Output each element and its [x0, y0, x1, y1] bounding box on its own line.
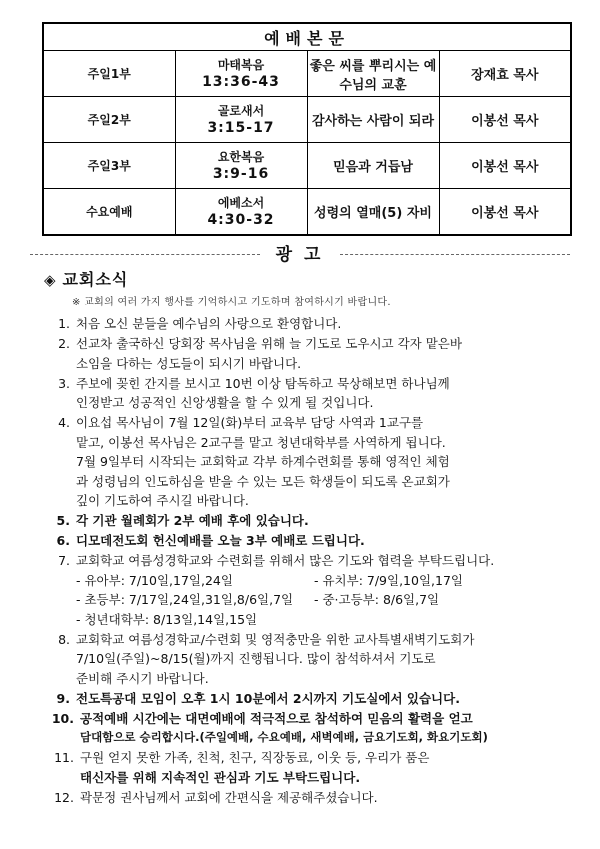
preacher: 이봉선 목사	[439, 143, 571, 189]
item-number: 1.	[58, 316, 70, 331]
item-line: 곽문정 권사님께서 교회에 간편식을 제공해주셨습니다.	[80, 789, 378, 805]
sermon-title: 믿음과 거듭남	[307, 143, 439, 189]
section-note: ※ 교회의 여러 가지 행사를 기억하시고 기도하며 참여하시기 바랍니다.	[72, 297, 391, 308]
scripture-book: 에베소서	[217, 195, 265, 210]
item-line: 교회학교 여름성경학교와 수련회를 위해서 많은 기도와 협력을 부탁드립니다.	[76, 553, 495, 568]
scripture-ref: 4:30-32	[207, 211, 275, 228]
item-line: 이요섭 목사님이 7월 12일(화)부터 교육부 담당 사역과 1교구를	[76, 415, 424, 430]
scripture-ref: 3:9-16	[212, 165, 270, 182]
item-line: 구원 얻지 못한 가족, 친척, 친구, 직장동료, 이웃 등, 우리가 품은	[80, 750, 430, 765]
announcement-item	[48, 748, 578, 787]
announcement-list	[48, 314, 578, 808]
sermon-table-header: 예배본문	[43, 23, 571, 51]
announcement-item	[48, 551, 578, 629]
item-line: 맡고, 이봉선 목사님은 2교구를 맡고 청년대학부를 사역하게 됩니다.	[76, 434, 446, 450]
item-line: 7/10일(주일)~8/15(월)까지 진행됩니다. 많이 참석하셔서 기도로	[76, 651, 436, 666]
preacher: 이봉선 목사	[439, 97, 571, 143]
announcements-heading	[30, 240, 570, 266]
announcements-title: 광고	[275, 245, 333, 265]
section-title-text: 교회소식	[62, 270, 129, 289]
diamond-bullet-icon: ◈	[44, 271, 57, 289]
item-line: 처음 오신 분들을 예수님의 사랑으로 환영합니다.	[76, 316, 342, 331]
sermon-table	[42, 22, 572, 236]
preacher: 이봉선 목사	[439, 189, 571, 236]
item-number: 4.	[58, 415, 70, 430]
item-number: 3.	[58, 375, 70, 391]
item-line: 각 기관 월례회가 2부 예배 후에 있습니다.	[76, 513, 309, 528]
sermon-row	[43, 143, 571, 189]
announcement-item	[48, 788, 578, 808]
schedule-entry: - 유치부: 7/9일,10일,17일	[314, 572, 463, 588]
item-line: 공적예배 시간에는 대면예배에 적극적으로 참석하여 믿음의 활력을 얻고	[80, 710, 473, 726]
announcement-item	[48, 413, 578, 511]
scripture-book: 요한복음	[217, 149, 265, 164]
schedule-row	[76, 590, 578, 610]
sermon-title: 감사하는 사람이 되라	[307, 97, 439, 143]
scripture	[175, 51, 307, 97]
item-number: 8.	[58, 631, 70, 647]
service-name: 주일2부	[43, 97, 175, 143]
schedule-entry: - 청년대학부: 8/13일,14일,15일	[76, 611, 258, 627]
dashed-divider	[340, 254, 570, 255]
sermon-row	[43, 97, 571, 143]
item-number: 9.	[56, 690, 70, 706]
item-number: 6.	[56, 533, 70, 548]
scripture-book: 골로새서	[217, 103, 265, 118]
scripture-book: 마태복음	[217, 57, 265, 72]
announcement-item	[48, 334, 578, 373]
schedule-entry: - 초등부: 7/17일,24일,31일,8/6일,7일	[76, 592, 294, 607]
preacher: 장재효 목사	[439, 51, 571, 97]
schedule-row	[76, 571, 578, 591]
item-line: 준비해 주시기 바랍니다.	[76, 670, 209, 686]
item-number: 2.	[58, 336, 70, 351]
item-line: 7월 9일부터 시작되는 교회학교 각부 하계수련회를 통해 영적인 체험	[76, 454, 450, 469]
scripture-ref: 13:36-43	[202, 73, 280, 90]
item-number: 7.	[58, 553, 70, 568]
announcement-item	[48, 531, 578, 551]
item-line: 인정받고 성공적인 신앙생활을 할 수 있게 될 것입니다.	[76, 395, 374, 410]
service-name: 주일1부	[43, 51, 175, 97]
scripture	[175, 143, 307, 189]
sermon-title: 좋은 씨를 뿌리시는 예수님의 교훈	[307, 51, 439, 97]
item-line: 디모데전도회 헌신예배를 오늘 3부 예배로 드립니다.	[76, 533, 365, 548]
announcement-item	[48, 511, 578, 531]
item-number: 12.	[54, 789, 74, 805]
scripture	[175, 97, 307, 143]
item-number: 11.	[54, 750, 74, 765]
item-line: 태신자를 위해 지속적인 관심과 기도 부탁드립니다.	[80, 769, 361, 785]
announcement-item	[48, 374, 578, 413]
item-line: 주보에 꽂힌 간지를 보시고 10번 이상 탐독하고 묵상해보면 하나님께	[76, 375, 450, 391]
item-line: 교회학교 여름성경학교/수련회 및 영적충만을 위한 교사특별새벽기도회가	[76, 631, 475, 647]
item-line: 선교차 출국하신 당회장 목사님을 위해 늘 기도로 도우시고 각자 맡은바	[76, 336, 462, 351]
dashed-divider	[30, 254, 260, 255]
schedule-entry: - 중·고등부: 8/6일,7일	[314, 592, 440, 607]
section-title	[44, 267, 128, 290]
schedule-entry: - 유아부: 7/10일,17일,24일	[76, 572, 233, 588]
sermon-row	[43, 189, 571, 236]
sermon-row	[43, 51, 571, 97]
item-line: 담대함으로 승리합시다.(주일예배, 수요예배, 새벽예배, 금요기도회, 화요기도회)	[80, 730, 488, 744]
announcement-item	[48, 314, 578, 334]
scripture-ref: 3:15-17	[207, 119, 275, 136]
scripture	[175, 189, 307, 236]
item-line: 소임을 다하는 성도들이 되시기 바랍니다.	[76, 355, 302, 371]
item-number: 10.	[51, 710, 74, 726]
item-line: 깊이 기도하여 주시길 바랍니다.	[76, 493, 249, 508]
service-name: 수요예배	[43, 189, 175, 236]
announcement-item	[48, 709, 578, 748]
announcement-item	[48, 630, 578, 689]
announcement-item	[48, 689, 578, 709]
schedule-row	[76, 610, 578, 630]
item-number: 5.	[56, 513, 70, 528]
service-name: 주일3부	[43, 143, 175, 189]
item-line: 과 성령님의 인도하심을 받을 수 있는 모든 학생들이 되도록 온교회가	[76, 473, 450, 489]
item-line: 전도특공대 모임이 오후 1시 10분에서 2시까지 기도실에서 있습니다.	[76, 690, 460, 706]
sermon-title: 성령의 열매(5) 자비	[307, 189, 439, 236]
